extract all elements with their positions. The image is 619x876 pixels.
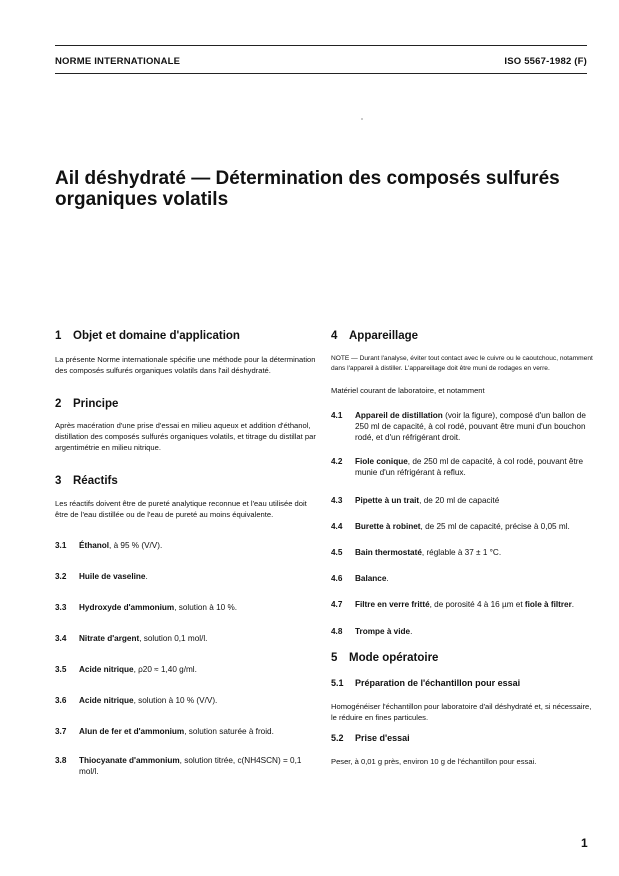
- reagent-3-4: 3.4 Nitrate d'argent, solution 0,1 mol/l.: [55, 634, 208, 643]
- reagent-3-2: 3.2 Huile de vaseline.: [55, 572, 148, 581]
- subsection-5-2-heading: 5.2 Prise d'essai: [331, 733, 410, 743]
- title-line-2: organiques volatils: [55, 189, 229, 210]
- section-1-text: La présente Norme internationale spécifie une méthode pour la détermination des composés sulfurés organiques volatils dans l'ail déshydraté.: [55, 355, 316, 375]
- header-top-rule: [55, 45, 587, 46]
- apparatus-4-7: 4.7 Filtre en verre fritté, de porosité 4 à 16 µm et fiole à filtrer.: [331, 600, 575, 609]
- reagent-3-5: 3.5 Acide nitrique, ρ20 ≈ 1,40 g/ml.: [55, 665, 197, 674]
- apparatus-4-1: 4.1 Appareil de distillation (voir la figure), composé d'un ballon de 250 ml de capacité, à col rodé, pouvant être muni d'un bouchon rodé, et d'un réfrigérant droit.: [331, 411, 586, 442]
- speck: [361, 118, 363, 120]
- apparatus-4-5: 4.5 Bain thermostaté, réglable à 37 ± 1 °C.: [331, 548, 502, 557]
- section-3-text: Les réactifs doivent être de pureté analytique reconnue et l'eau utilisée doit être de l'eau distillée ou de l'eau de pureté au moins équivalente.: [55, 499, 307, 519]
- reagent-3-6: 3.6 Acide nitrique, solution à 10 % (V/V).: [55, 696, 218, 705]
- left-column: [55, 330, 317, 777]
- header-bottom-rule: [55, 73, 587, 74]
- header-right: ISO 5567-1982 (F): [504, 56, 587, 67]
- reagent-3-3: 3.3 Hydroxyde d'ammonium, solution à 10 %.: [55, 603, 238, 612]
- section-4-intro: Matériel courant de laboratoire, et notamment: [331, 386, 485, 395]
- subsection-5-1-heading: 5.1 Préparation de l'échantillon pour essai: [331, 678, 521, 688]
- section-5-heading: 5 Mode opératoire: [331, 652, 439, 664]
- section-4-note: NOTE — Durant l'analyse, éviter tout contact avec le cuivre ou le caoutchouc, notamment dans l'appareil à distiller. L'appareillage doit être muni de rodages en verre.: [331, 355, 593, 372]
- apparatus-4-2: 4.2 Fiole conique, de 250 ml de capacité, à col rodé, pouvant être munie d'un réfrigérant à reflux.: [331, 457, 584, 477]
- section-2-heading: 2 Principe: [55, 398, 119, 410]
- section-3-heading: 3 Réactifs: [55, 475, 118, 487]
- reagent-3-1: 3.1 Éthanol, à 95 % (V/V).: [55, 541, 163, 550]
- page-number: 1: [581, 836, 588, 850]
- section-1-heading: 1 Objet et domaine d'application: [55, 330, 240, 342]
- reagent-3-7: 3.7 Alun de fer et d'ammonium, solution saturée à froid.: [55, 727, 274, 736]
- subsection-5-1-text: Homogénéiser l'échantillon pour laboratoire d'ail déshydraté et, si nécessaire, le réduire en fines particules.: [331, 702, 592, 722]
- section-4-heading: 4 Appareillage: [331, 330, 419, 342]
- title-line-1: Ail déshydraté — Détermination des composés sulfurés: [55, 168, 560, 189]
- section-2-text: Après macération d'une prise d'essai en milieu aqueux et addition d'éthanol, distillation des composés sulfurés organiques volatils, et titrage du distillat par argentimétrie en milieu nitrique.: [55, 421, 316, 452]
- apparatus-4-6: 4.6 Balance.: [331, 574, 389, 583]
- subsection-5-2-text: Peser, à 0,01 g près, environ 10 g de l'échantillon pour essai.: [331, 757, 537, 766]
- document-title: [55, 168, 575, 210]
- apparatus-4-3: 4.3 Pipette à un trait, de 20 ml de capacité: [331, 496, 500, 505]
- reagent-3-8: 3.8 Thiocyanate d'ammonium, solution titrée, c(NH4SCN) = 0,1 mol/l.: [55, 756, 302, 776]
- apparatus-4-4: 4.4 Burette à robinet, de 25 ml de capacité, précise à 0,05 ml.: [331, 522, 570, 531]
- apparatus-4-8: 4.8 Trompe à vide.: [331, 627, 413, 636]
- header-left: NORME INTERNATIONALE: [55, 56, 181, 67]
- right-column: [331, 330, 593, 767]
